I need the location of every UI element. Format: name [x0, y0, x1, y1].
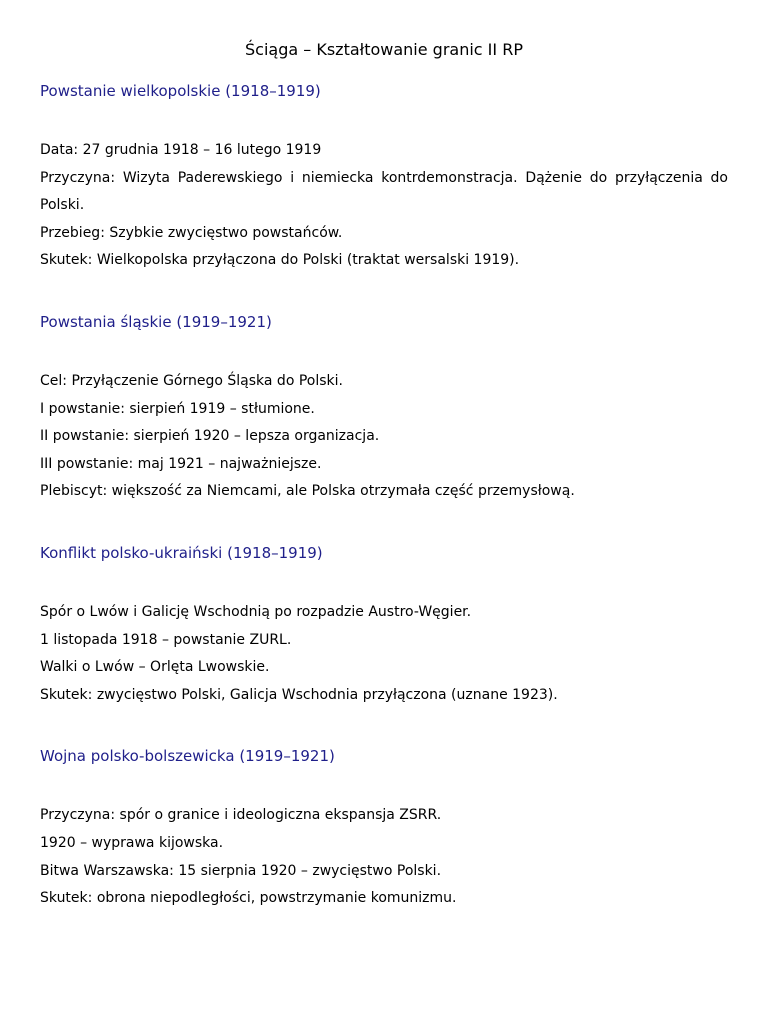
text-line: Spór o Lwów i Galicję Wschodnią po rozpadzie Austro-Węgier.	[40, 603, 472, 620]
text-line: Walki o Lwów – Orlęta Lwowskie.	[40, 659, 270, 676]
text-line: Skutek: Wielkopolska przyłączona do Polski (traktat wersalski 1919).	[40, 252, 520, 269]
section-wojna-polsko-bolszewicka	[40, 709, 728, 912]
text-line: Przyczyna: spór o granice i ideologiczna ekspansja ZSRR.	[40, 807, 442, 824]
text-line: Bitwa Warszawska: 15 sierpnia 1920 – zwycięstwo Polski.	[40, 862, 442, 879]
section-powstanie-wielkopolskie	[40, 61, 728, 275]
section-konflikt-polsko-ukrainski	[40, 506, 728, 709]
text-line: Przebieg: Szybkie zwycięstwo powstańców.	[40, 224, 343, 241]
text-line: Skutek: obrona niepodległości, powstrzymanie komunizmu.	[40, 890, 457, 907]
section-body	[40, 332, 728, 506]
text-line: III powstanie: maj 1921 – najważniejsze.	[40, 455, 322, 472]
section-heading: Wojna polsko-bolszewicka (1919–1921)	[40, 747, 335, 766]
text-line: Data: 27 grudnia 1918 – 16 lutego 1919	[40, 142, 322, 158]
text-line: Cel: Przyłączenie Górnego Śląska do Polski.	[40, 372, 343, 389]
section-body	[40, 766, 728, 912]
section-heading: Powstania śląskie (1919–1921)	[40, 312, 272, 331]
text-line: 1920 – wyprawa kijowska.	[40, 834, 224, 851]
text-line: I powstanie: sierpień 1919 – stłumione.	[40, 400, 315, 417]
section-powstania-slaskie	[40, 275, 728, 506]
document-title: Ściąga – Kształtowanie granic II RP	[245, 40, 523, 59]
text-line: 1 listopada 1918 – powstanie ZURL.	[40, 631, 292, 648]
section-heading: Konflikt polsko-ukraiński (1918–1919)	[40, 543, 323, 562]
text-line: Przyczyna: Wizyta Paderewskiego i niemiecka kontrdemonstracja. Dążenie do przyłączenia do Polski.	[40, 169, 728, 214]
text-line: Skutek: zwycięstwo Polski, Galicja Wschodnia przyłączona (uznane 1923).	[40, 686, 558, 703]
section-body	[40, 101, 728, 275]
text-line: II powstanie: sierpień 1920 – lepsza organizacja.	[40, 428, 380, 445]
text-line: Plebiscyt: większość za Niemcami, ale Polska otrzymała część przemysłową.	[40, 483, 575, 500]
section-heading: Powstanie wielkopolskie (1918–1919)	[40, 82, 321, 100]
section-body	[40, 563, 728, 709]
